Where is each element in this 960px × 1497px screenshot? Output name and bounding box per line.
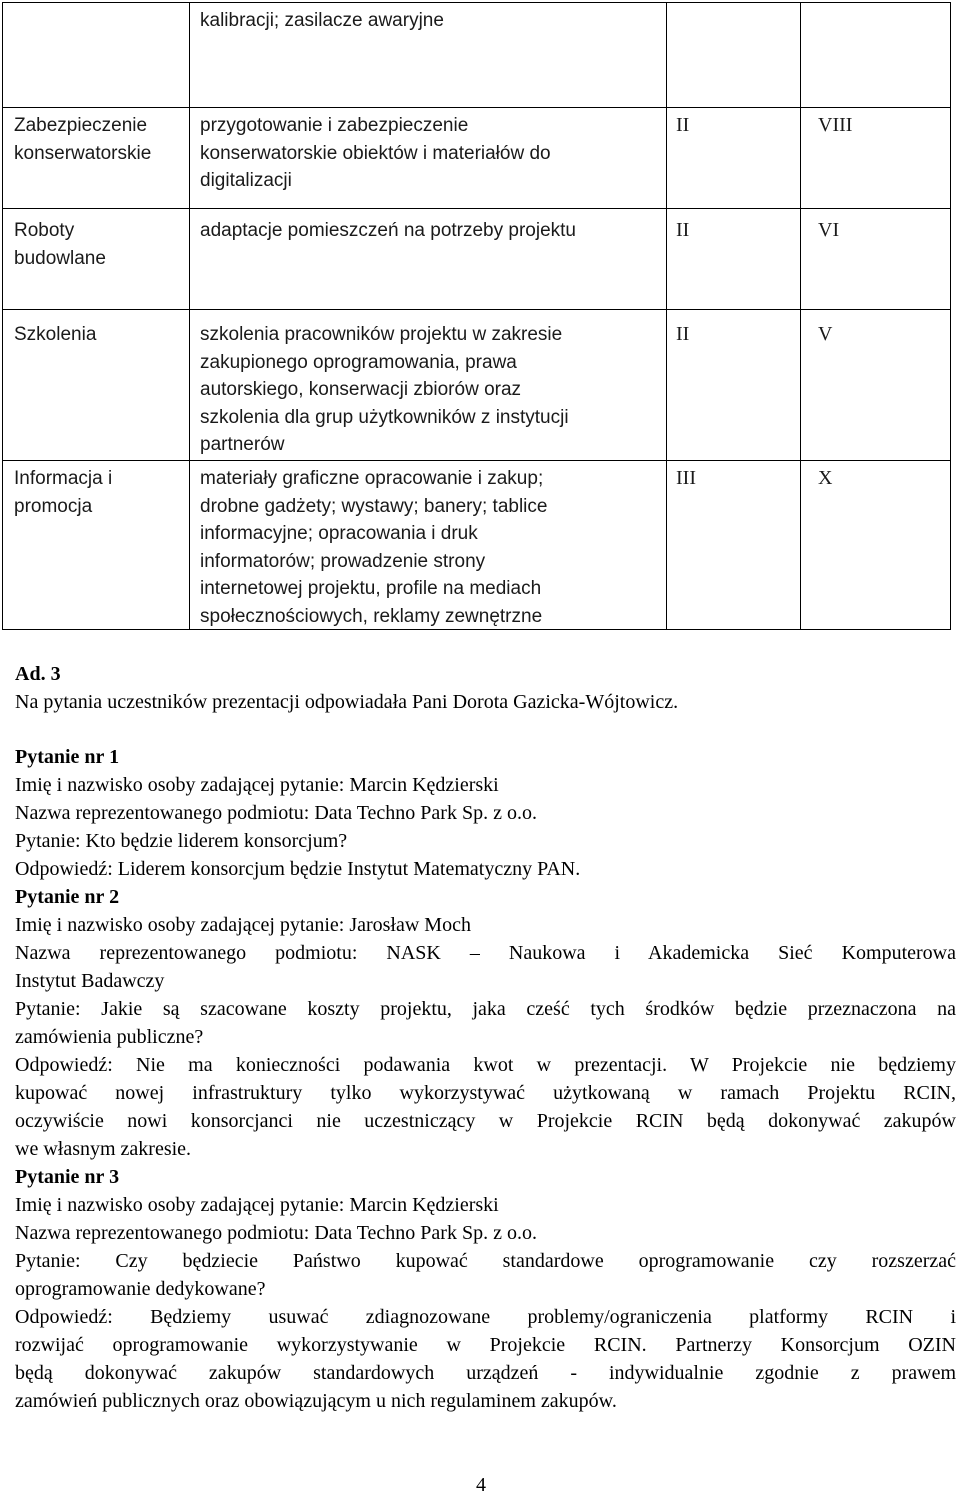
table-row-divider bbox=[3, 107, 950, 108]
table-row-divider bbox=[3, 208, 950, 209]
table-cell-category: Szkolenia bbox=[14, 324, 97, 345]
ad3-intro-text: Na pytania uczestników prezentacji odpowiadała Pani Dorota Gazicka-Wójtowicz. bbox=[15, 691, 679, 713]
question-entity-cont: Instytut Badawczy bbox=[15, 970, 165, 992]
answer-text-cont: we własnym zakresie. bbox=[15, 1138, 192, 1160]
answer-text: Odpowiedź: Liderem konsorcjum będzie Instytut Matematyczny PAN. bbox=[15, 858, 581, 880]
question-asker: Imię i nazwisko osoby zadającej pytanie: Jarosław Moch bbox=[15, 914, 471, 936]
table-cell-col3: II bbox=[676, 114, 690, 136]
table-col-divider bbox=[666, 3, 667, 629]
table-row-divider bbox=[3, 460, 950, 461]
question-heading: Pytanie nr 2 bbox=[15, 886, 120, 908]
table-col-divider bbox=[189, 3, 190, 629]
table-cell-description: szkolenia pracowników projektu w zakresie zakupionego oprogramowania, prawa autorskiego, konserwacji zbiorów oraz szkolenia dla grup użytkowników z instytucji partnerów bbox=[200, 324, 569, 455]
table-cell-description: przygotowanie i zabezpieczenie konserwatorskie obiektów i materiałów do digitalizacji bbox=[200, 115, 551, 191]
answer-text-cont: oczywiście nowi konsorcjanci nie uczestniczący w Projekcie RCIN będą dokonywać zakupów bbox=[15, 1110, 956, 1132]
table-cell-col3: II bbox=[676, 219, 690, 241]
answer-text-cont: rozwijać oprogramowanie wykorzystywanie w Projekcie RCIN. Partnerzy Konsorcjum OZIN bbox=[15, 1334, 956, 1356]
answer-text-cont: zamówień publicznych oraz obowiązującym u nich regulaminem zakupów. bbox=[15, 1390, 617, 1412]
answer-text-cont: kupować nowej infrastruktury tylko wykorzystywać użytkowaną w ramach Projektu RCIN, bbox=[15, 1082, 956, 1104]
question-heading: Pytanie nr 1 bbox=[15, 746, 120, 768]
question-entity: Nazwa reprezentowanego podmiotu: Data Techno Park Sp. z o.o. bbox=[15, 802, 537, 824]
table-cell-category: Informacja i promocja bbox=[14, 468, 113, 517]
table-cell-col4: VIII bbox=[818, 114, 853, 136]
question-asker: Imię i nazwisko osoby zadającej pytanie: Marcin Kędzierski bbox=[15, 774, 499, 796]
table-cell-description: materiały graficzne opracowanie i zakup; drobne gadżety; wystawy; banery; tablice informacyjne; opracowania i druk informatorów; prowadzenie strony internetowej projektu, profile na mediach społecznościowych, reklamy zewnętrzne bbox=[200, 468, 548, 627]
question-entity: Nazwa reprezentowanego podmiotu: Data Techno Park Sp. z o.o. bbox=[15, 1222, 537, 1244]
page-number: 4 bbox=[476, 1474, 486, 1496]
table-cell-description: kalibracji; zasilacze awaryjne bbox=[200, 10, 444, 31]
question-text: Pytanie: Czy będziecie Państwo kupować standardowe oprogramowanie czy rozszerzać bbox=[15, 1250, 956, 1272]
table-cell-col4: VI bbox=[818, 219, 840, 241]
question-block-3 bbox=[15, 1163, 956, 1415]
table-row-divider bbox=[3, 309, 950, 310]
table-cell-col3: II bbox=[676, 323, 690, 345]
answer-text-cont: będą dokonywać zakupów standardowych urządzeń - indywidualnie zgodnie z prawem bbox=[15, 1362, 956, 1384]
table-cell-col3: III bbox=[676, 467, 696, 489]
section-heading-ad3: Ad. 3 bbox=[15, 663, 61, 685]
cost-table bbox=[2, 2, 951, 630]
question-asker: Imię i nazwisko osoby zadającej pytanie: Marcin Kędzierski bbox=[15, 1194, 499, 1216]
question-entity: Nazwa reprezentowanego podmiotu: NASK – Naukowa i Akademicka Sieć Komputerowa bbox=[15, 942, 956, 964]
table-col-divider bbox=[800, 3, 801, 629]
table-cell-category: Zabezpieczenie konserwatorskie bbox=[14, 115, 152, 164]
answer-text: Odpowiedź: Będziemy usuwać zdiagnozowane problemy/ograniczenia platformy RCIN i bbox=[15, 1306, 956, 1328]
question-text-cont: zamówienia publiczne? bbox=[15, 1026, 204, 1048]
question-block-1 bbox=[15, 743, 956, 883]
question-text: Pytanie: Jakie są szacowane koszty projektu, jaka cześć tych środków będzie przeznaczona na bbox=[15, 998, 956, 1020]
table-cell-col4: V bbox=[818, 323, 833, 345]
question-block-2 bbox=[15, 883, 956, 1163]
table-cell-description: adaptacje pomieszczeń na potrzeby projektu bbox=[200, 220, 577, 241]
question-text-cont: oprogramowanie dedykowane? bbox=[15, 1278, 266, 1300]
table-cell-category: Roboty budowlane bbox=[14, 220, 106, 269]
question-text: Pytanie: Kto będzie liderem konsorcjum? bbox=[15, 830, 348, 852]
question-heading: Pytanie nr 3 bbox=[15, 1166, 120, 1188]
answer-text: Odpowiedź: Nie ma konieczności podawania kwot w prezentacji. W Projekcie nie będziemy bbox=[15, 1054, 956, 1076]
table-cell-col4: X bbox=[818, 467, 833, 489]
